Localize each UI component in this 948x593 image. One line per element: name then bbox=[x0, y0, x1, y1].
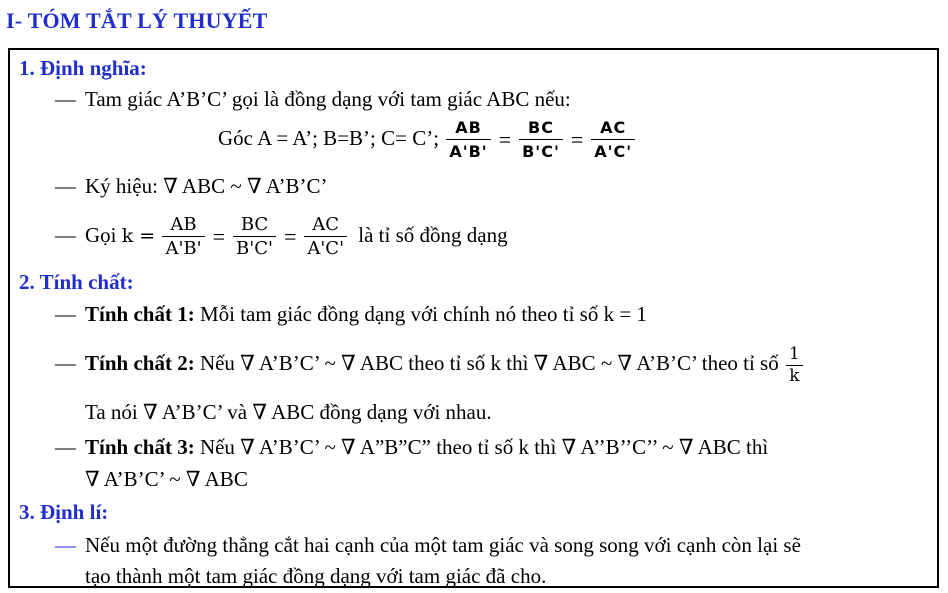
ratio-k-line bbox=[55, 208, 508, 262]
dash-bullet: — bbox=[55, 351, 76, 375]
property-2-label: Tính chất 2: bbox=[85, 351, 195, 375]
k-fraction-ab: $\frac{AB}{A'B'}$ bbox=[162, 214, 204, 261]
one-over-k-fraction: $\frac{1}{k}$ bbox=[786, 344, 803, 387]
dash-bullet: — bbox=[55, 302, 76, 326]
property-1 bbox=[55, 301, 647, 327]
dash-bullet: — bbox=[55, 223, 76, 247]
equals-sign: = bbox=[283, 224, 297, 250]
equals-sign: = bbox=[570, 127, 584, 153]
angle-ratio-line bbox=[218, 113, 637, 163]
property-3-text: Nếu ∇ A’B’C’ ~ ∇ A”B”C” theo tỉ số k thì ∇ A’’B’’C’’ ~ ∇ ABC thì bbox=[194, 435, 769, 459]
k-fraction-ac: $\frac{AC}{A'C'}$ bbox=[304, 214, 347, 261]
k-variable: k = bbox=[121, 225, 156, 247]
property-1-text: Mỗi tam giác đồng dạng với chính nó theo tỉ số k = 1 bbox=[194, 302, 647, 326]
dash-bullet: — bbox=[55, 174, 76, 198]
k-fraction-bc: $\frac{BC}{B'C'}$ bbox=[233, 214, 276, 261]
theorem-heading: 3. Định lí: bbox=[19, 500, 109, 524]
definition-heading: 1. Định nghĩa: bbox=[19, 56, 147, 80]
angle-equalities: Góc A = A’; B=B’; C= C’; bbox=[218, 126, 440, 150]
ratio-fraction-ac: $\frac{AC}{A'C'}$ bbox=[591, 117, 635, 164]
definition-text: Tam giác A’B’C’ gọi là đồng dạng với tam giác ABC nếu: bbox=[85, 87, 571, 111]
property-3-continuation: ∇ A’B’C’ ~ ∇ ABC bbox=[85, 467, 248, 491]
ratio-fraction-bc: $\frac{BC}{B'C'}$ bbox=[519, 117, 563, 164]
property-2 bbox=[55, 337, 805, 389]
property-1-label: Tính chất 1: bbox=[85, 302, 195, 326]
dash-bullet: — bbox=[55, 87, 76, 111]
equals-sign: = bbox=[498, 127, 512, 153]
property-2-text: Nếu ∇ A’B’C’ ~ ∇ ABC theo tỉ số k thì ∇ ABC ~ ∇ A’B’C’ theo tỉ số bbox=[194, 351, 779, 375]
section-title: I- TÓM TẮT LÝ THUYẾT bbox=[6, 8, 268, 33]
dash-bullet: — bbox=[55, 533, 76, 557]
theorem-line-2: tạo thành một tam giác đồng dạng với tam giác đã cho. bbox=[85, 564, 547, 588]
dash-bullet: — bbox=[55, 435, 76, 459]
notation-line bbox=[55, 173, 328, 199]
definition-line bbox=[55, 86, 571, 112]
ratio-fraction-ab: $\frac{AB}{A'B'}$ bbox=[446, 117, 490, 164]
theorem-line-1 bbox=[55, 532, 801, 558]
property-3-label: Tính chất 3: bbox=[85, 435, 195, 459]
property-3 bbox=[55, 434, 768, 460]
properties-heading: 2. Tính chất: bbox=[19, 270, 134, 294]
ratio-k-prefix: Gọi bbox=[85, 223, 117, 247]
theorem-text-1: Nếu một đường thẳng cắt hai cạnh của một tam giác và song song với cạnh còn lại sẽ bbox=[85, 533, 801, 557]
equals-sign: = bbox=[212, 224, 226, 250]
ratio-k-suffix: là tỉ số đồng dạng bbox=[358, 223, 508, 247]
notation-text: Ký hiệu: ∇ ABC ~ ∇ A’B’C’ bbox=[85, 174, 328, 198]
property-2-note: Ta nói ∇ A’B’C’ và ∇ ABC đồng dạng với nhau. bbox=[85, 400, 492, 424]
